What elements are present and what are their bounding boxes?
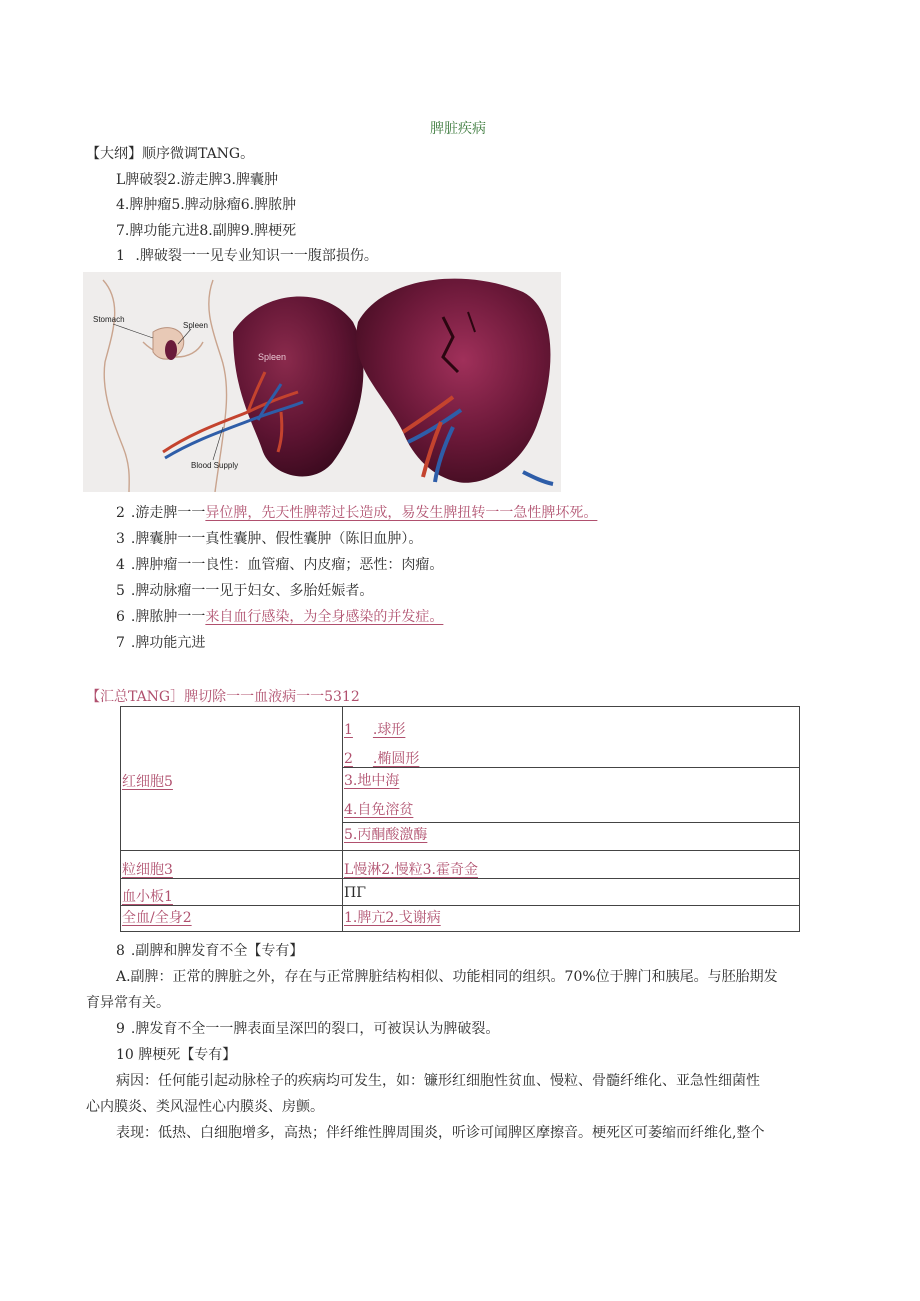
cause-line-2: 心内膜炎、类风湿性心内膜炎、房颤。 [86, 1099, 324, 1115]
item-5 [116, 580, 373, 600]
gran-value[interactable]: L慢淋2.慢粒3.霍奇金 [344, 862, 479, 878]
item-8-text: .副脾和脾发育不全【专有】 [130, 943, 304, 959]
accessory-spleen-line-1: A.副脾：正常的脾脏之外，存在与正常脾脏结构相似、功能相同的组织。70%位于脾门和胰尾。与胚胎期发 [116, 969, 778, 985]
item-1-text: .脾破裂一一见专业知识一一腹部损伤。 [135, 248, 378, 264]
label-spleen-small: Spleen [183, 321, 208, 330]
item-2-lead: .游走脾一一 [130, 505, 206, 521]
item-4-text: .脾肿瘤一一良性：血管瘤、内皮瘤；恶性：肉瘤。 [130, 557, 444, 573]
accessory-spleen-line-2: 育异常有关。 [86, 995, 170, 1011]
outline-line-1: L脾破裂2.游走脾3.脾囊肿 [116, 172, 279, 188]
page-title: 脾脏疾病 [430, 121, 486, 137]
item-7-text: .脾功能亢进 [130, 635, 206, 651]
outline-heading: 【大纲】顺序微调TANG。 [86, 146, 255, 162]
item-5-number: 5 [116, 583, 125, 599]
rbc-item-1 [344, 719, 405, 739]
item-9-number: 9 [116, 1021, 125, 1037]
symptom-line: 表现：低热、白细胞增多，高热；伴纤维性脾周围炎，听诊可闻脾区摩擦音。梗死区可萎缩而纤维化,整个 [116, 1125, 765, 1141]
whole-blood-value[interactable]: 1.脾亢2.戈谢病 [344, 910, 441, 926]
item-2-number: 2 [116, 505, 125, 521]
item-6-number: 6 [116, 609, 125, 625]
rbc-label[interactable]: 红细胞5 [122, 774, 173, 790]
small-spleen-shape [165, 340, 177, 360]
ruptured-spleen-shape [356, 279, 550, 483]
item-3 [116, 528, 422, 548]
outline-line-3: 7.脾功能亢进8.副脾9.脾梗死 [116, 223, 297, 239]
rbc-item-5[interactable]: 5.丙酮酸激酶 [344, 827, 428, 843]
item-6 [116, 606, 443, 626]
whole-blood-label[interactable]: 全血/全身2 [122, 910, 192, 926]
spleen-organ-shape [233, 297, 363, 477]
item-7 [116, 632, 205, 652]
label-blood-supply: Blood Supply [191, 461, 239, 470]
spleen-illustration [83, 272, 561, 492]
summary-table [120, 706, 800, 932]
item-4 [116, 554, 443, 574]
item-2-link-text[interactable]: 异位脾，先天性脾蒂过长造成，易发生脾扭转一一急性脾坏死。 [205, 505, 598, 521]
item-10-heading: 10 脾梗死【专有】 [116, 1047, 237, 1063]
gran-label[interactable]: 粒细胞3 [122, 862, 173, 878]
platelet-label[interactable]: 血小板1 [122, 889, 173, 905]
item-9-text: .脾发育不全一一脾表面呈深凹的裂口，可被误认为脾破裂。 [130, 1021, 500, 1037]
item-3-number: 3 [116, 531, 125, 547]
summary-heading: 【汇总TANG］脾切除一一血液病一一5312 [86, 689, 360, 705]
item-3-text: .脾囊肿一一真性囊肿、假性囊肿（陈旧血肿）。 [130, 531, 423, 547]
item-2 [116, 502, 597, 522]
item-7-number: 7 [116, 635, 125, 651]
item-6-link-text[interactable]: 来自血行感染，为全身感染的并发症。 [205, 609, 444, 625]
rbc-item-2 [344, 748, 419, 768]
item-8 [116, 940, 303, 960]
cause-line-1: 病因：任何能引起动脉栓子的疾病均可发生，如：镰形红细胞性贫血、慢粒、骨髓纤维化、亚急性细菌性 [116, 1073, 760, 1089]
item-5-text: .脾动脉瘤一一见于妇女、多胎妊娠者。 [130, 583, 374, 599]
label-stomach: Stomach [93, 315, 125, 324]
item-9 [116, 1018, 499, 1038]
rbc-item-3[interactable]: 3.地中海 [344, 773, 400, 789]
outline-line-2: 4.脾肿瘤5.脾动脉瘤6.脾脓肿 [116, 197, 297, 213]
item-1-number: 1 [116, 248, 125, 264]
rbc-item-2-number[interactable]: 2 [344, 751, 353, 767]
rbc-item-1-number[interactable]: 1 [344, 722, 353, 738]
rbc-item-4[interactable]: 4.自免溶贫 [344, 802, 414, 818]
item-4-number: 4 [116, 557, 125, 573]
rbc-item-1-text[interactable]: .球形 [372, 722, 406, 738]
rbc-item-2-text[interactable]: .椭圆形 [372, 751, 420, 767]
platelet-value: ΠΓ [344, 885, 366, 901]
item-1 [116, 245, 378, 265]
label-spleen-big: Spleen [258, 352, 287, 362]
item-6-lead: .脾脓肿一一 [130, 609, 206, 625]
item-8-number: 8 [116, 943, 125, 959]
